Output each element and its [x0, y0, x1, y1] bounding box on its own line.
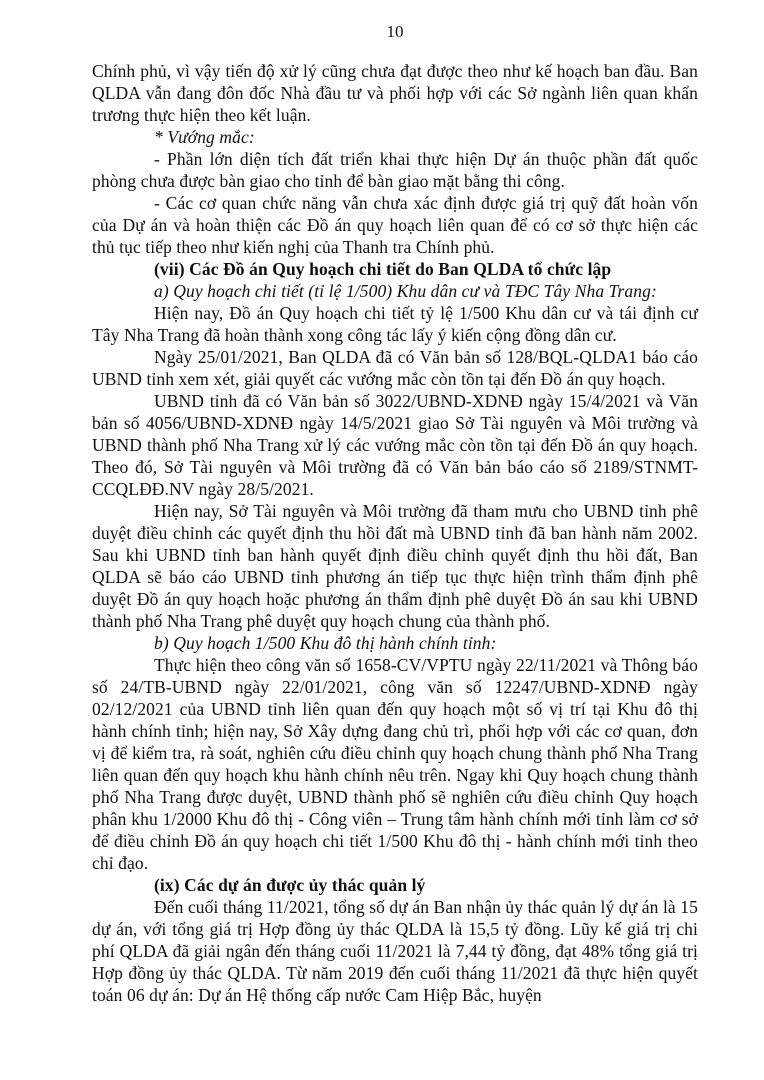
document-body: [92, 60, 698, 1006]
bullet-gia-tri-quy-dat: - Các cơ quan chức năng vẫn chưa xác định được giá trị quỹ đất hoàn vốn của Dự án và hoàn thiện các Đồ án quy hoạch liên quan để có cơ sở thực hiện các thủ tục tiếp theo như kiến nghị của Thanh tra Chính phủ.: [92, 193, 698, 257]
section-heading-vii: (vii) Các Đồ án Quy hoạch chi tiết do Ban QLDA tổ chức lập: [154, 259, 612, 279]
subsection-heading-a: a) Quy hoạch chi tiết (tỉ lệ 1/500) Khu dân cư và TĐC Tây Nha Trang:: [154, 281, 657, 301]
paragraph-continuation: Chính phủ, vì vậy tiến độ xử lý cũng chưa đạt được theo như kế hoạch ban đầu. Ban QLDA vẫn đang đôn đốc Nhà đầu tư và phối hợp với các Sở ngành liên quan khẩn trương thực hiện theo kết luận.: [92, 61, 698, 125]
paragraph-khu-do-thi-hanh-chinh: Thực hiện theo công văn số 1658-CV/VPTU ngày 22/11/2021 và Thông báo số 24/TB-UBND ngày 22/01/2021, công văn số 12247/UBND-XDNĐ ngày 02/12/2021 của UBND tỉnh liên quan đến quy hoạch một số vị trí tại Khu đô thị hành chính tỉnh; hiện nay, Sở Xây dựng đang chủ trì, phối hợp với các cơ quan, đơn vị để kiểm tra, rà soát, nghiên cứu điều chỉnh quy hoạch chung thành phố Nha Trang liên quan đến quy hoạch khu hành chính nêu trên. Ngay khi Quy hoạch chung thành phố Nha Trang được duyệt, UBND thành phố sẽ nghiên cứu điều chỉnh Quy hoạch phân khu 1/2000 Khu đô thị - Công viên – Trung tâm hành chính mới tỉnh làm cơ sở để điều chỉnh Đồ án quy hoạch chi tiết 1/500 Khu đô thị - hành chính mới tỉnh theo chỉ đạo.: [92, 655, 698, 873]
bullet-dat-quoc-phong: - Phần lớn diện tích đất triển khai thực hiện Dự án thuộc phần đất quốc phòng chưa được bàn giao cho tỉnh để bàn giao mặt bằng thi công.: [92, 149, 698, 191]
paragraph-van-ban-3022: UBND tỉnh đã có Văn bản số 3022/UBND-XDNĐ ngày 15/4/2021 và Văn bản số 4056/UBND-XDNĐ ngày 14/5/2021 giao Sở Tài nguyên và Môi trường và UBND thành phố Nha Trang xử lý các vướng mắc còn tồn tại đến Đồ án quy hoạch. Theo đó, Sở Tài nguyên và Môi trường đã có Văn bản báo cáo số 2189/STNMT-CCQLĐĐ.NV ngày 28/5/2021.: [92, 391, 698, 499]
paragraph-tham-muu-ubnd: Hiện nay, Sở Tài nguyên và Môi trường đã tham mưu cho UBND tỉnh phê duyệt điều chỉnh các quyết định thu hồi đất mà UBND tỉnh đã ban hành năm 2002. Sau khi UBND tỉnh ban hành quyết định điều chỉnh quyết định thu hồi đất, Ban QLDA sẽ báo cáo UBND tỉnh phương án tiếp tục thực hiện trình thẩm định phê duyệt Đồ án quy hoạch hoặc phương án thẩm định phê duyệt Đồ án sau khi UBND thành phố Nha Trang phê duyệt quy hoạch chung của thành phố.: [92, 501, 698, 631]
section-heading-ix: (ix) Các dự án được ủy thác quản lý: [154, 875, 426, 895]
page-number: 10: [386, 22, 404, 41]
paragraph-uy-thac-quan-ly: Đến cuối tháng 11/2021, tổng số dự án Ban nhận ủy thác quản lý dự án là 15 dự án, với tổng giá trị Hợp đồng ủy thác QLDA là 15,5 tỷ đồng. Lũy kế giá trị chi phí QLDA đã giải ngân đến tháng cuối 11/2021 là 7,44 tỷ đồng, đạt 48% tổng giá trị Hợp đồng ủy thác QLDA. Từ năm 2019 đến cuối tháng 11/2021 đã thực hiện quyết toán 06 dự án: Dự án Hệ thống cấp nước Cam Hiệp Bắc, huyện: [92, 897, 698, 1005]
paragraph-van-ban-128: Ngày 25/01/2021, Ban QLDA đã có Văn bản số 128/BQL-QLDA1 báo cáo UBND tỉnh xem xét, giải quyết các vướng mắc còn tồn tại đến Đồ án quy hoạch.: [92, 347, 698, 389]
paragraph-quy-hoach-tay-nha-trang: Hiện nay, Đồ án Quy hoạch chi tiết tỷ lệ 1/500 Khu dân cư và tái định cư Tây Nha Trang đã hoàn thành xong công tác lấy ý kiến cộng đồng dân cư.: [92, 303, 698, 345]
subsection-heading-b: b) Quy hoạch 1/500 Khu đô thị hành chính tỉnh:: [154, 633, 497, 653]
heading-vuong-mac: * Vướng mắc:: [154, 127, 255, 147]
